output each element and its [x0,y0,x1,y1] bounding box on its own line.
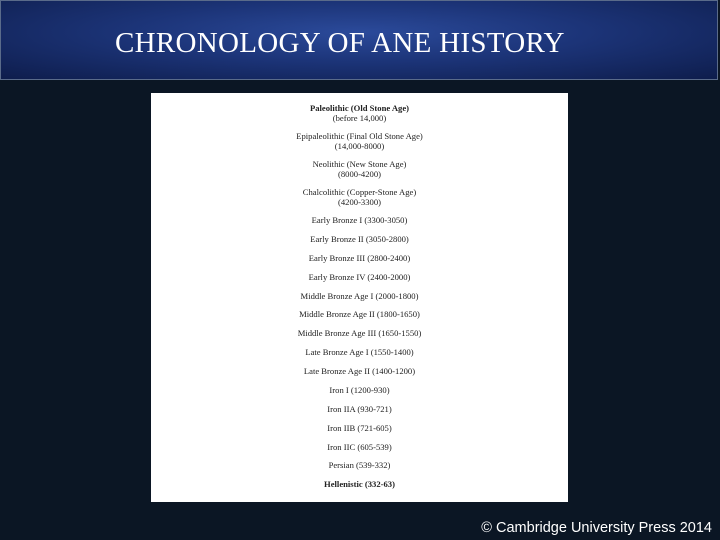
entry-early-bronze-4: Early Bronze IV (2400-2000) [308,272,411,282]
entry-middle-bronze-1: Middle Bronze Age I (2000-1800) [300,291,419,301]
entry-middle-bronze-3: Middle Bronze Age III (1650-1550) [297,328,422,338]
entry-neolithic-dates: (8000-4200) [338,169,381,179]
entry-late-bronze-1: Late Bronze Age I (1550-1400) [305,347,414,357]
entry-neolithic: Neolithic (New Stone Age) [312,159,407,169]
entry-chalcolithic: Chalcolithic (Copper-Stone Age) [302,187,417,197]
entry-epipaleolithic: Epipaleolithic (Final Old Stone Age) [296,131,423,141]
entry-late-bronze-2: Late Bronze Age II (1400-1200) [303,366,416,376]
entry-early-bronze-1: Early Bronze I (3300-3050) [311,215,408,225]
entry-persian: Persian (539-332) [328,460,391,470]
entry-early-bronze-3: Early Bronze III (2800-2400) [308,253,411,263]
copyright-notice: © Cambridge University Press 2014 [481,520,712,536]
title-bar [0,0,718,80]
entry-early-bronze-2: Early Bronze II (3050-2800) [310,234,409,244]
entry-hellenistic: Hellenistic (332-63) [324,479,395,489]
entry-middle-bronze-2: Middle Bronze Age II (1800-1650) [299,309,420,319]
entry-iron-2b: Iron IIB (721-605) [327,423,392,433]
entry-epipaleolithic-dates: (14,000-8000) [334,141,385,151]
entry-paleolithic-dates: (before 14,000) [332,113,387,123]
entry-iron-2a: Iron IIA (930-721) [327,404,392,414]
entry-iron-1: Iron I (1200-930) [329,385,390,395]
entry-chalcolithic-dates: (4200-3300) [338,197,381,207]
entry-paleolithic: Paleolithic (Old Stone Age) [309,103,410,113]
entry-iron-2c: Iron IIC (605-539) [327,442,392,452]
chronology-document [151,93,568,502]
slide-title: CHRONOLOGY OF ANE HISTORY [115,27,565,59]
